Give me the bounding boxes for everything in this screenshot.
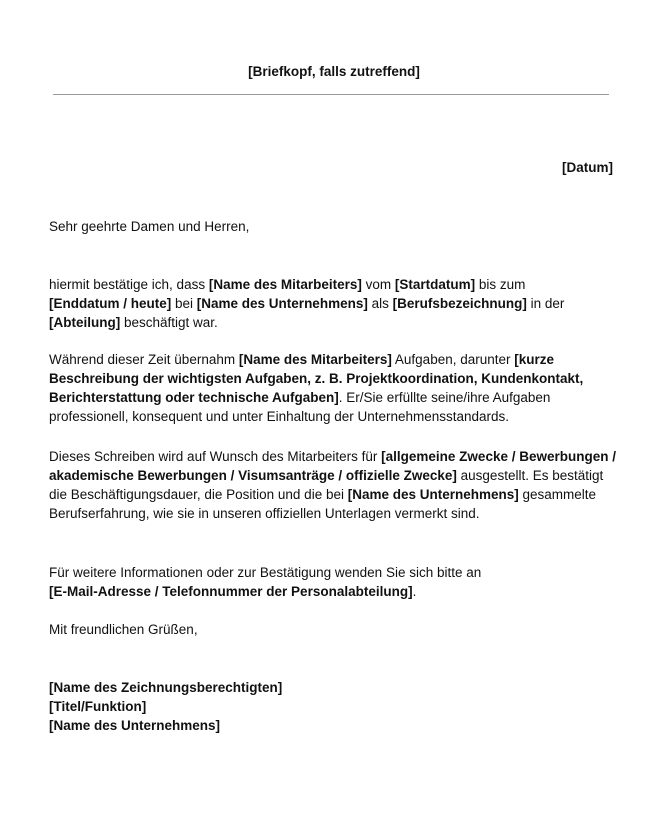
p4-text: Für weitere Informationen oder zur Bestätigung wenden Sie sich bitte an xyxy=(49,565,482,580)
p1-department: [Abteilung] xyxy=(49,315,121,330)
p2-duties-description: [kurze Beschreibung der wichtigsten Aufgaben, z. B. Projektkoordination, Kundenkontakt, Berichterstattung oder technische Aufgaben] xyxy=(49,352,584,405)
letter-date: [Datum] xyxy=(562,160,613,175)
paragraph-duties xyxy=(49,350,619,426)
p1-text: bis zum xyxy=(475,277,526,292)
p3-purpose: [allgemeine Zwecke / Bewerbungen / akademische Bewerbungen / Visumsanträge / offizielle Zwecke] xyxy=(49,449,616,483)
p1-start-date: [Startdatum] xyxy=(394,277,476,292)
closing: Mit freundlichen Grüßen, xyxy=(49,622,198,637)
p1-company-name: [Name des Unternehmens] xyxy=(196,296,368,311)
letterhead-divider xyxy=(53,94,609,95)
p3-company-name: [Name des Unternehmens] xyxy=(347,487,519,502)
p1-end-date: [Enddatum / heute] xyxy=(49,296,172,311)
p1-text: in der xyxy=(526,296,565,311)
signatory-company: [Name des Unternehmens] xyxy=(49,718,221,733)
p1-text: hiermit bestätige ich, dass xyxy=(49,277,209,292)
signature-block xyxy=(49,678,619,735)
p3-text: ausgestellt. Es bestätigt die Beschäftigungsdauer, die Position und die bei xyxy=(49,468,604,502)
p1-text: bei xyxy=(171,296,197,311)
p2-employee-name: [Name des Mitarbeiters] xyxy=(238,352,392,367)
salutation: Sehr geehrte Damen und Herren, xyxy=(49,219,250,234)
p1-text: beschäftigt war. xyxy=(120,315,218,330)
p1-job-title: [Berufsbezeichnung] xyxy=(392,296,527,311)
p1-text: als xyxy=(367,296,393,311)
p3-text: Dieses Schreiben wird auf Wunsch des Mitarbeiters für xyxy=(49,449,382,464)
paragraph-purpose xyxy=(49,447,619,523)
p4-hr-contact: [E-Mail-Adresse / Telefonnummer der Personalabteilung] xyxy=(49,584,413,599)
p2-text: Während dieser Zeit übernahm xyxy=(49,352,239,367)
paragraph-contact xyxy=(49,563,619,601)
p2-text: . Er/Sie erfüllte seine/ihre Aufgaben professionell, konsequent und unter Einhaltung der Unternehmensstandards. xyxy=(49,390,551,424)
p3-text: gesammelte Berufserfahrung, wie sie in unseren offiziellen Unterlagen vermerkt sind. xyxy=(49,487,597,521)
signatory-title: [Titel/Funktion] xyxy=(49,699,147,714)
p1-employee-name: [Name des Mitarbeiters] xyxy=(208,277,362,292)
signatory-name: [Name des Zeichnungsberechtigten] xyxy=(49,680,283,695)
paragraph-employment-confirmation xyxy=(49,275,619,332)
p1-text: vom xyxy=(361,277,395,292)
letterhead: [Briefkopf, falls zutreffend] xyxy=(248,64,420,79)
p2-text: Aufgaben, darunter xyxy=(391,352,515,367)
p4-text: . xyxy=(412,584,417,599)
